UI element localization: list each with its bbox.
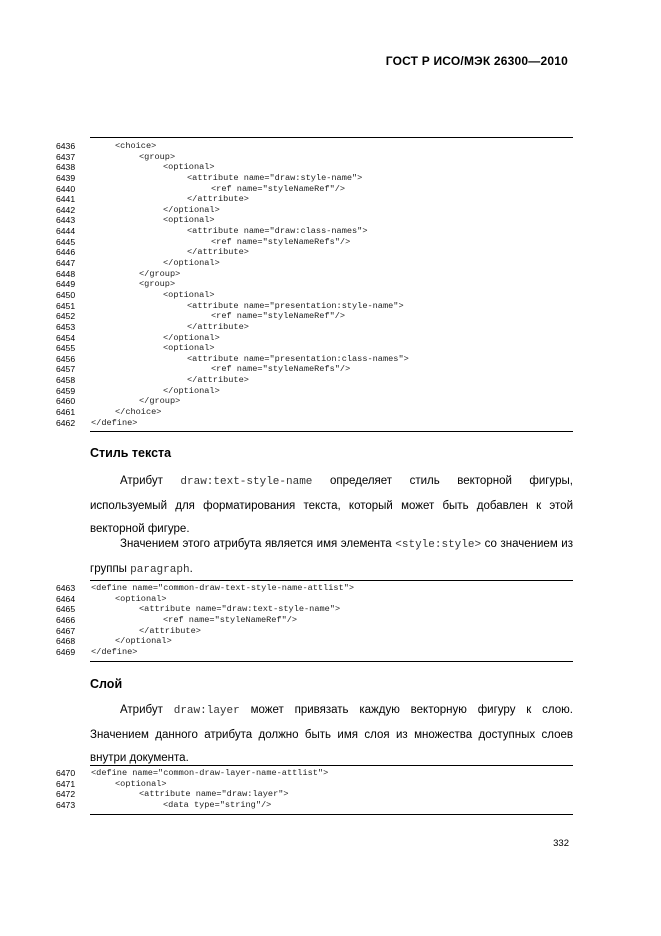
code-inline: paragraph — [130, 563, 190, 576]
code-text: <ref name="styleNameRef"/> — [211, 311, 346, 322]
section-heading-text-style: Стиль текста — [90, 446, 172, 460]
code-line — [56, 301, 573, 312]
code-text: <ref name="styleNameRef"/> — [163, 614, 298, 625]
paragraph-text-style-2 — [90, 533, 573, 582]
line-number: 6470 — [56, 768, 76, 778]
line-number: 6448 — [56, 268, 76, 279]
code-text: <ref name="styleNameRefs"/> — [211, 364, 351, 375]
line-number: 6460 — [56, 396, 76, 407]
code-line — [56, 237, 573, 248]
code-line — [56, 311, 573, 322]
code-line — [56, 247, 573, 258]
line-number: 6449 — [56, 279, 76, 290]
line-number: 6462 — [56, 417, 76, 428]
line-number: 6440 — [56, 183, 76, 194]
code-line — [56, 364, 573, 375]
line-number: 6436 — [56, 141, 76, 151]
code-text: <data type="string"/> — [163, 799, 272, 810]
code-line — [56, 269, 573, 280]
line-number: 6445 — [56, 236, 76, 247]
line-number: 6439 — [56, 172, 76, 183]
line-number: 6443 — [56, 215, 76, 226]
line-number: 6457 — [56, 364, 76, 375]
line-number: 6456 — [56, 353, 76, 364]
code-line — [56, 290, 573, 301]
code-line — [56, 636, 573, 647]
code-text: </define> — [91, 417, 138, 428]
line-number: 6452 — [56, 311, 76, 322]
code-text: <optional> — [115, 778, 167, 789]
line-number: 6471 — [56, 778, 76, 789]
code-line — [56, 279, 573, 290]
text: Атрибут — [120, 475, 181, 487]
section-heading-layer: Слой — [90, 677, 123, 691]
code-inline: draw:text-style-name — [180, 476, 313, 488]
line-number: 6466 — [56, 614, 76, 625]
code-line — [56, 173, 573, 184]
text: Значением этого атрибута является имя элемента — [120, 538, 396, 550]
line-number: 6464 — [56, 593, 76, 604]
code-text: <optional> — [163, 162, 215, 173]
text: определяет стиль векторной фигуры, используемый для форматирования текста, который может быть добавлен к этой векторной фигуре. — [90, 475, 573, 535]
code-line — [56, 184, 573, 195]
code-line — [56, 583, 573, 594]
code-text: <group> — [139, 279, 176, 290]
code-block-top-rule — [90, 580, 573, 581]
code-block-3 — [56, 768, 573, 811]
code-line — [56, 322, 573, 333]
code-text: </group> — [139, 268, 181, 279]
code-text: </define> — [91, 646, 138, 657]
paragraph-layer-1 — [90, 699, 573, 771]
code-line — [56, 375, 573, 386]
code-line — [56, 152, 573, 163]
code-line — [56, 215, 573, 226]
line-number: 6442 — [56, 204, 76, 215]
line-number: 6450 — [56, 289, 76, 300]
code-text: <ref name="styleNameRef"/> — [211, 183, 346, 194]
code-block-1 — [56, 141, 573, 428]
code-text: </attribute> — [187, 375, 249, 386]
code-text: <optional> — [163, 215, 215, 226]
code-inline: <style:style> — [395, 539, 482, 551]
line-number: 6441 — [56, 194, 76, 205]
code-text: </optional> — [163, 385, 220, 396]
line-number: 6447 — [56, 258, 76, 269]
line-number: 6472 — [56, 789, 76, 800]
code-text: <attribute name="presentation:style-name"> — [187, 300, 404, 311]
line-number: 6463 — [56, 583, 76, 593]
code-line — [56, 205, 573, 216]
code-text: </attribute> — [187, 321, 249, 332]
code-text: <optional> — [163, 343, 215, 354]
paragraph-text-style-1 — [90, 470, 573, 542]
line-number: 6437 — [56, 151, 76, 162]
line-number: 6438 — [56, 162, 76, 173]
code-text: </attribute> — [139, 625, 201, 636]
line-number: 6473 — [56, 799, 76, 810]
code-line — [56, 162, 573, 173]
document-header: ГОСТ Р ИСО/МЭК 26300—2010 — [385, 54, 568, 68]
code-text: </optional> — [115, 636, 172, 647]
text: со значением из группы — [90, 538, 574, 575]
code-text: </choice> — [115, 407, 162, 418]
code-line — [56, 343, 573, 354]
code-block-top-rule — [90, 137, 573, 138]
code-text: <group> — [139, 151, 176, 162]
line-number: 6465 — [56, 604, 76, 615]
code-line — [56, 418, 573, 429]
code-line — [56, 779, 573, 790]
line-number: 6458 — [56, 375, 76, 386]
text: . — [189, 562, 193, 575]
code-line — [56, 258, 573, 269]
code-line — [56, 594, 573, 605]
line-number: 6451 — [56, 300, 76, 311]
code-block-bottom-rule — [90, 814, 573, 815]
text: Атрибут — [120, 704, 174, 716]
code-text: </attribute> — [187, 247, 249, 258]
code-line — [56, 141, 573, 152]
code-line — [56, 226, 573, 237]
code-block-bottom-rule — [90, 431, 573, 432]
code-text: <attribute name="draw:style-name"> — [187, 172, 363, 183]
code-line — [56, 615, 573, 626]
code-text: </optional> — [163, 258, 220, 269]
code-text: </optional> — [163, 204, 220, 215]
code-line — [56, 768, 573, 779]
code-text: <ref name="styleNameRefs"/> — [211, 236, 351, 247]
code-text: <choice> — [115, 141, 157, 151]
code-line — [56, 396, 573, 407]
code-line — [56, 800, 573, 811]
line-number: 6454 — [56, 332, 76, 343]
code-line — [56, 386, 573, 397]
code-block-top-rule — [90, 765, 573, 766]
code-line — [56, 194, 573, 205]
text: может привязать каждую векторную фигуру к слою. Значением данного атрибута должно быть имя слоя из множества доступных слоев внутри документа. — [90, 704, 573, 764]
code-line — [56, 626, 573, 637]
code-block-bottom-rule — [90, 661, 573, 662]
line-number: 6467 — [56, 625, 76, 636]
code-text: <optional> — [163, 289, 215, 300]
code-text: <attribute name="presentation:class-names"> — [187, 353, 409, 364]
line-number: 6455 — [56, 343, 76, 354]
code-block-2 — [56, 583, 573, 657]
code-line — [56, 407, 573, 418]
line-number: 6469 — [56, 646, 76, 657]
code-text: <attribute name="draw:text-style-name"> — [139, 604, 341, 615]
code-text: <optional> — [115, 593, 167, 604]
line-number: 6453 — [56, 321, 76, 332]
code-text: </group> — [139, 396, 181, 407]
line-number: 6444 — [56, 226, 76, 237]
code-text: <define name="common-draw-layer-name-attlist"> — [91, 768, 329, 778]
code-text: <attribute name="draw:layer"> — [139, 789, 289, 800]
code-line — [56, 647, 573, 658]
code-line — [56, 604, 573, 615]
code-line — [56, 789, 573, 800]
code-text: <define name="common-draw-text-style-name-attlist"> — [91, 583, 355, 593]
line-number: 6461 — [56, 407, 76, 418]
line-number: 6468 — [56, 636, 76, 647]
line-number: 6446 — [56, 247, 76, 258]
code-inline: draw:layer — [173, 705, 240, 717]
code-text: <attribute name="draw:class-names"> — [187, 226, 368, 237]
code-line — [56, 354, 573, 365]
code-text: </attribute> — [187, 194, 249, 205]
code-text: </optional> — [163, 332, 220, 343]
line-number: 6459 — [56, 385, 76, 396]
page-number: 332 — [553, 838, 569, 849]
code-line — [56, 333, 573, 344]
